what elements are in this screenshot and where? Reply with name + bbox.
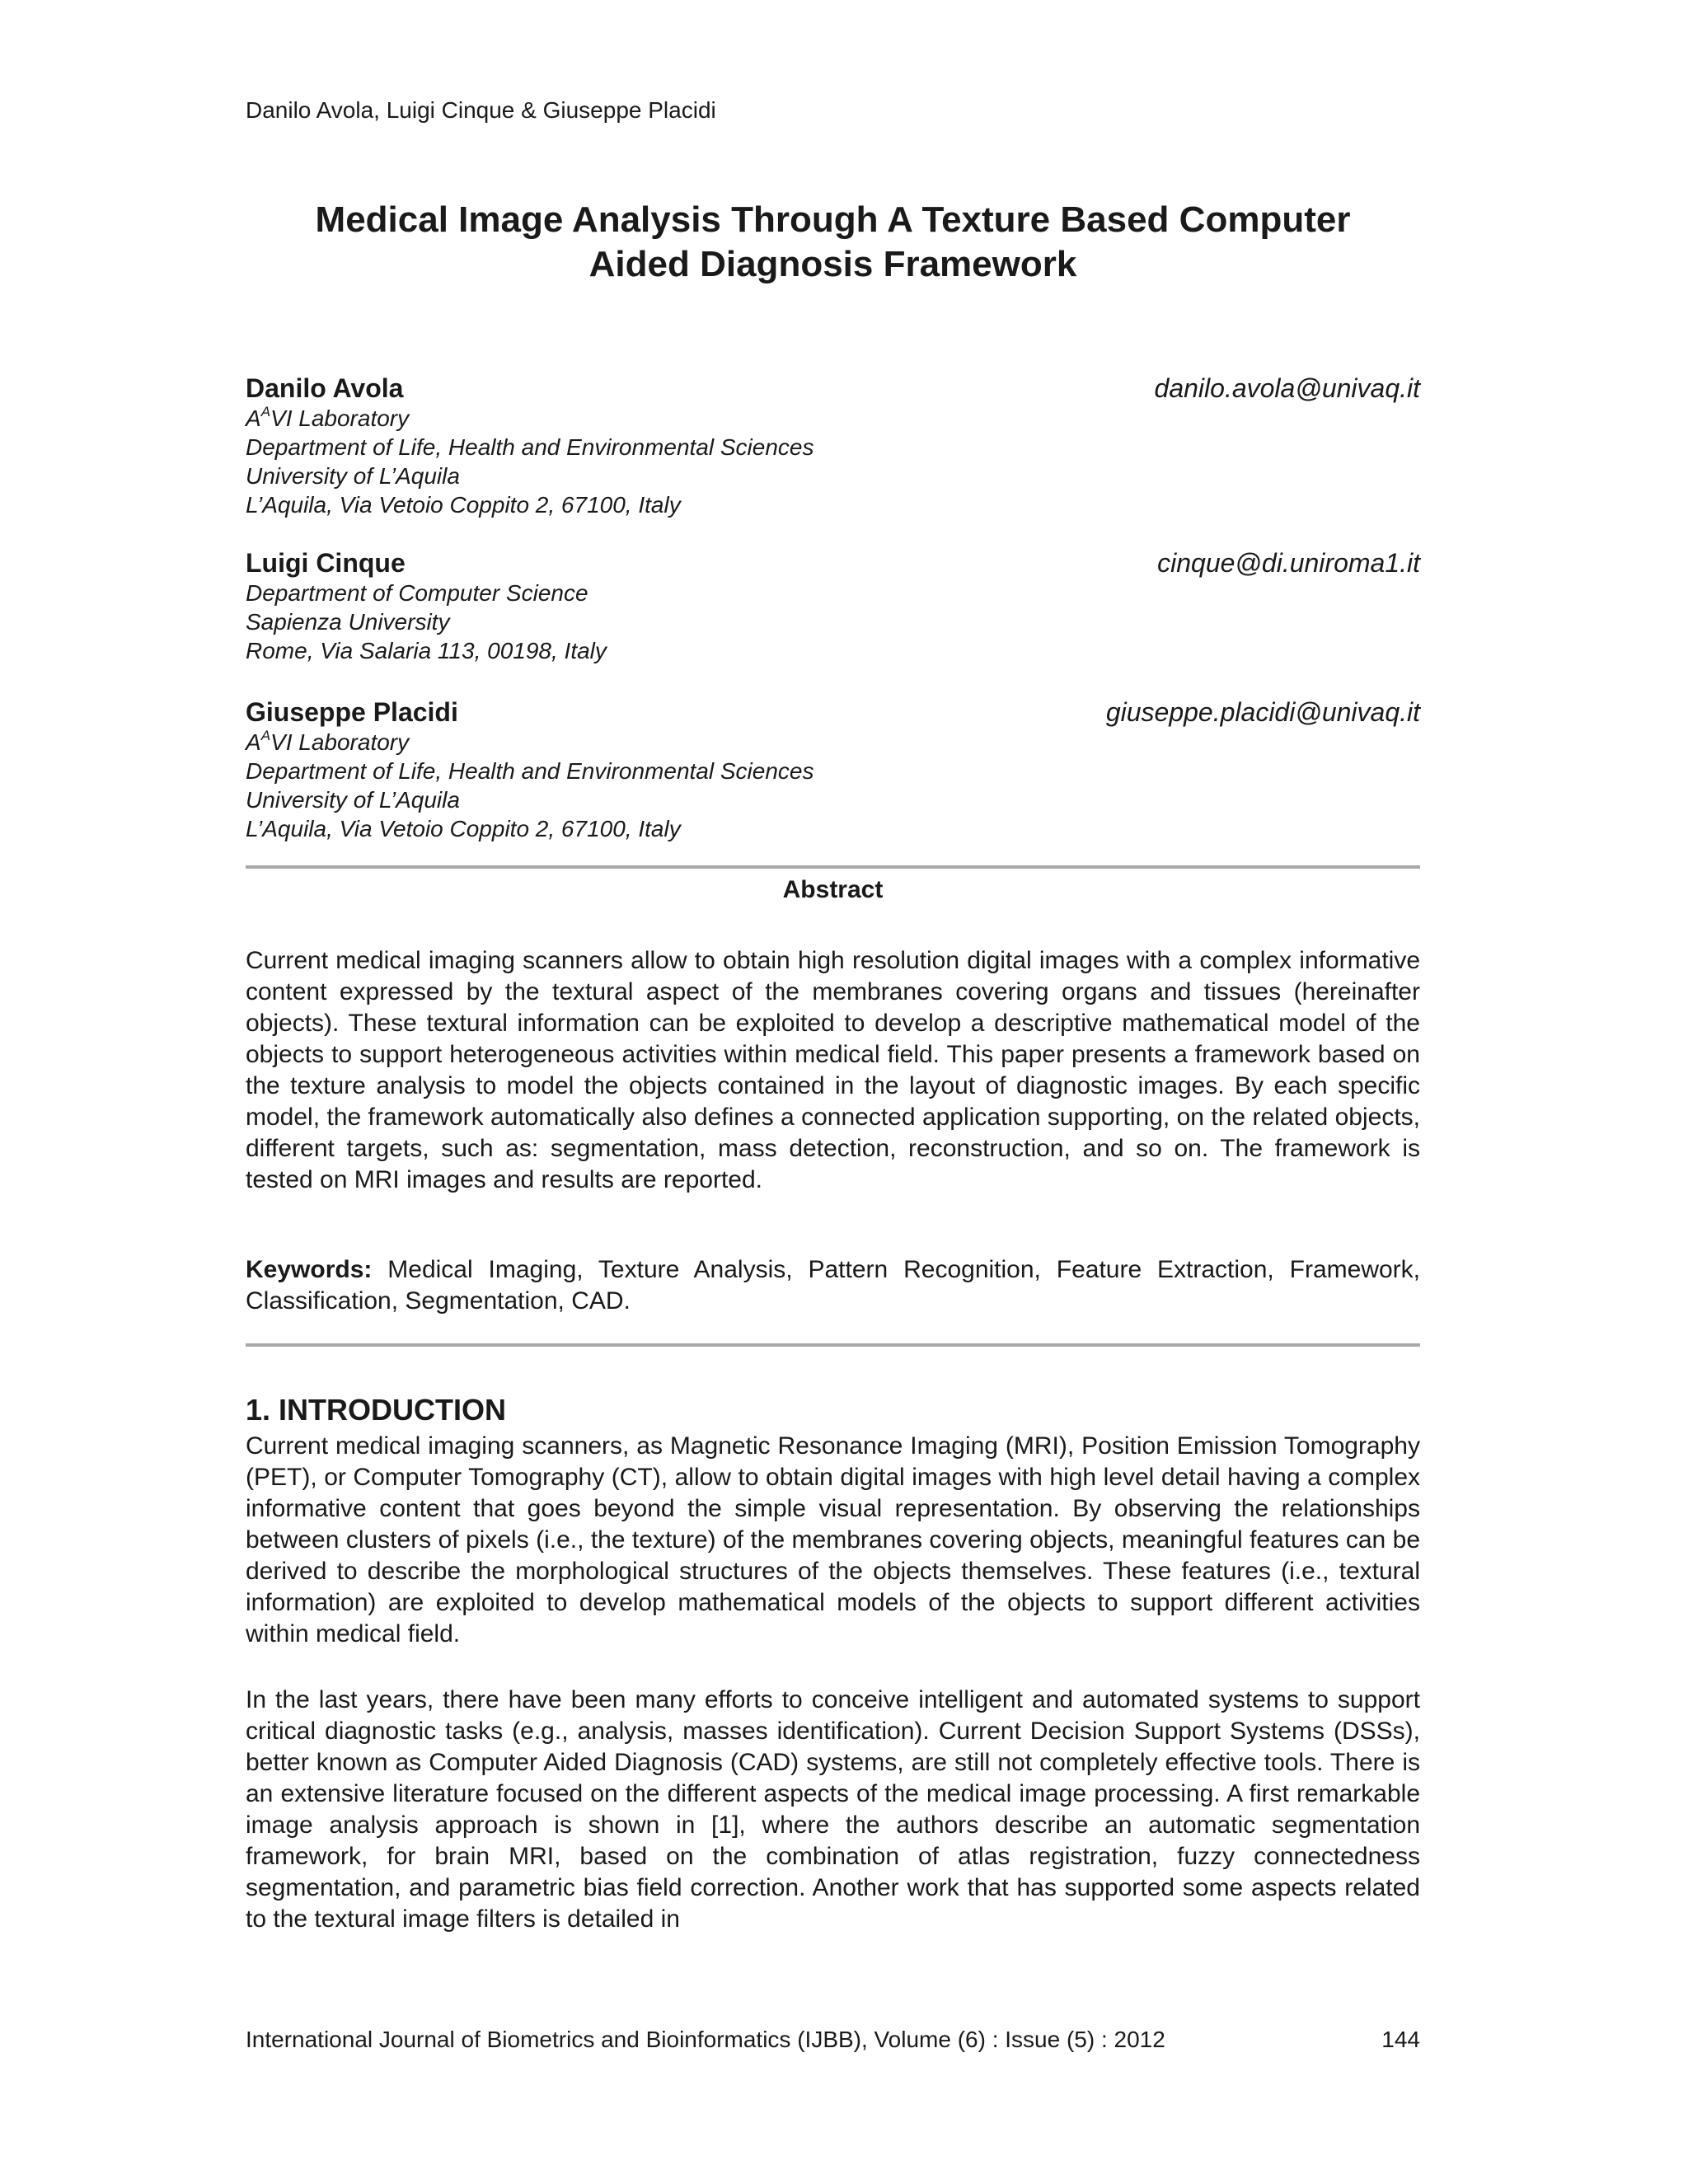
author-university: University of L’Aquila <box>246 787 460 813</box>
title-line-2: Aided Diagnosis Framework <box>588 244 1077 284</box>
intro-paragraph-1: Current medical imaging scanners, as Magnetic Resonance Imaging (MRI), Position Emission Tomography (PET), or Computer Tomography (CT), allow to obtain digital images with high level detail having a complex informative content that goes beyond the simple visual representation. By observing the relationships between clusters of pixels (i.e., the texture) of the membranes covering objects, meaningful features can be derived to describe the morphological structures of the objects themselves. These features (i.e., textural information) are exploited to develop mathematical models of the objects to support different activities within medical field. <box>246 1432 1420 1647</box>
divider-bottom <box>246 1343 1420 1347</box>
keywords <box>246 1254 1420 1317</box>
author-department: Department of Life, Health and Environmental Sciences <box>246 434 814 460</box>
author-name: Danilo Avola <box>246 373 404 403</box>
author-department: Department of Life, Health and Environmental Sciences <box>246 758 814 784</box>
author-email[interactable]: cinque@di.uniroma1.it <box>1157 548 1420 578</box>
section-heading-introduction: 1. INTRODUCTION <box>246 1393 507 1427</box>
keywords-list: Medical Imaging, Texture Analysis, Pattern Recognition, Feature Extraction, Framework, Classification, Segmentation, CAD. <box>246 1256 1420 1315</box>
author-address: L’Aquila, Via Vetoio Coppito 2, 67100, Italy <box>246 492 681 518</box>
footer-journal: International Journal of Biometrics and Bioinformatics (IJBB), Volume (6) : Issue (5) : 2012 <box>246 2027 1165 2052</box>
divider-top <box>246 865 1420 869</box>
author-name: Giuseppe Placidi <box>246 697 458 727</box>
author-department: Department of Computer Science <box>246 580 588 606</box>
paper-title <box>246 198 1420 287</box>
author-block-cinque <box>246 547 1420 665</box>
keywords-label: Keywords: <box>246 1256 373 1283</box>
author-email[interactable]: giuseppe.placidi@univaq.it <box>1105 697 1420 727</box>
author-address: L’Aquila, Via Vetoio Coppito 2, 67100, Italy <box>246 816 681 841</box>
author-lab: $A^AVI$ Laboratory <box>246 403 410 431</box>
abstract-heading: Abstract <box>782 876 884 903</box>
author-university: Sapienza University <box>246 609 450 635</box>
author-address: Rome, Via Salaria 113, 00198, Italy <box>246 638 607 663</box>
author-block-placidi <box>246 696 1420 843</box>
author-lab: $A^AVI$ Laboratory <box>246 727 410 755</box>
author-university: University of L’Aquila <box>246 463 460 489</box>
author-email[interactable]: danilo.avola@univaq.it <box>1154 373 1420 403</box>
intro-paragraph-2: In the last years, there have been many efforts to conceive intelligent and automated systems to support critical diagnostic tasks (e.g., analysis, masses identification). Current Decision Support Systems (DSSs), better known as Computer Aided Diagnosis (CAD) systems, are still not completely effective tools. There is an extensive literature focused on the different aspects of the medical image processing. A first remarkable image analysis approach is shown in [1], where the authors describe an automatic segmentation framework, for brain MRI, based on the combination of atlas registration, fuzzy connectedness segmentation, and parametric bias field correction. Another work that has supported some aspects related to the textural image filters is detailed in <box>246 1686 1420 1933</box>
title-line-1: Medical Image Analysis Through A Texture Based Computer <box>315 199 1351 240</box>
abstract-body: Current medical imaging scanners allow to obtain high resolution digital images with a complex informative content expressed by the textural aspect of the membranes covering organs and tissues (hereinafter objects). These textural information can be exploited to develop a descriptive mathematical model of the objects to support heterogeneous activities within medical field. This paper presents a framework based on the texture analysis to model the objects contained in the layout of diagnostic images. By each specific model, the framework automatically also defines a connected application supporting, on the related objects, different targets, such as: segmentation, mass detection, reconstruction, and so on. The framework is tested on MRI images and results are reported. <box>246 947 1420 1193</box>
page-number: 144 <box>1381 2027 1420 2052</box>
author-block-avola <box>246 373 1420 519</box>
author-name: Luigi Cinque <box>246 548 406 578</box>
running-head: Danilo Avola, Luigi Cinque & Giuseppe Placidi <box>246 97 716 123</box>
